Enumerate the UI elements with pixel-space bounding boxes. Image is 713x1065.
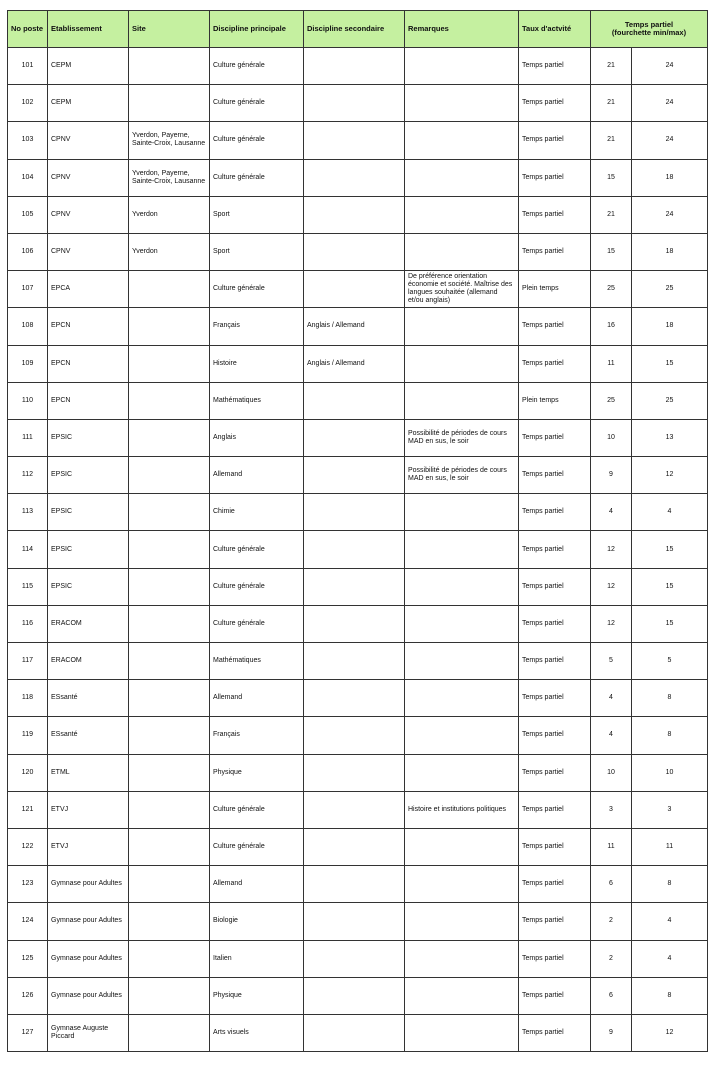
cell-discipline-principale: Culture générale bbox=[210, 85, 304, 122]
cell-site bbox=[129, 48, 210, 85]
cell-temps-min: 3 bbox=[591, 791, 632, 828]
cell-no-poste: 115 bbox=[8, 568, 48, 605]
header-temps-partiel-line1: Temps partiel bbox=[624, 20, 674, 29]
cell-discipline-principale: Allemand bbox=[210, 457, 304, 494]
cell-temps-min: 15 bbox=[591, 159, 632, 196]
table-row bbox=[8, 308, 708, 345]
cell-taux-activite: Temps partiel bbox=[519, 717, 591, 754]
cell-no-poste: 105 bbox=[8, 196, 48, 233]
cell-etablissement: ERACOM bbox=[48, 643, 129, 680]
cell-no-poste: 118 bbox=[8, 680, 48, 717]
cell-remarques bbox=[405, 977, 519, 1014]
cell-no-poste: 101 bbox=[8, 48, 48, 85]
cell-discipline-principale: Mathématiques bbox=[210, 382, 304, 419]
table-row bbox=[8, 754, 708, 791]
cell-temps-max: 8 bbox=[632, 977, 708, 1014]
cell-temps-min: 5 bbox=[591, 643, 632, 680]
cell-taux-activite: Temps partiel bbox=[519, 159, 591, 196]
table-row bbox=[8, 940, 708, 977]
cell-temps-min: 12 bbox=[591, 568, 632, 605]
table-row bbox=[8, 605, 708, 642]
cell-taux-activite: Temps partiel bbox=[519, 643, 591, 680]
cell-temps-max: 11 bbox=[632, 828, 708, 865]
cell-discipline-secondaire bbox=[304, 940, 405, 977]
cell-site bbox=[129, 866, 210, 903]
header-no-poste: No poste bbox=[8, 11, 48, 48]
cell-taux-activite: Temps partiel bbox=[519, 122, 591, 159]
job-postings-table bbox=[7, 10, 708, 1052]
cell-temps-max: 8 bbox=[632, 717, 708, 754]
header-discipline-principale: Discipline principale bbox=[210, 11, 304, 48]
cell-temps-max: 4 bbox=[632, 494, 708, 531]
cell-temps-max: 10 bbox=[632, 754, 708, 791]
cell-discipline-principale: Sport bbox=[210, 196, 304, 233]
table-row bbox=[8, 680, 708, 717]
cell-taux-activite: Temps partiel bbox=[519, 457, 591, 494]
table-row bbox=[8, 233, 708, 270]
cell-no-poste: 103 bbox=[8, 122, 48, 159]
cell-taux-activite: Temps partiel bbox=[519, 605, 591, 642]
cell-temps-min: 4 bbox=[591, 717, 632, 754]
cell-discipline-principale: Culture générale bbox=[210, 568, 304, 605]
cell-taux-activite: Temps partiel bbox=[519, 494, 591, 531]
cell-site bbox=[129, 643, 210, 680]
cell-discipline-principale: Allemand bbox=[210, 680, 304, 717]
cell-no-poste: 121 bbox=[8, 791, 48, 828]
cell-etablissement: ESsanté bbox=[48, 680, 129, 717]
cell-no-poste: 112 bbox=[8, 457, 48, 494]
cell-temps-max: 3 bbox=[632, 791, 708, 828]
cell-no-poste: 114 bbox=[8, 531, 48, 568]
cell-site: Yverdon bbox=[129, 196, 210, 233]
cell-discipline-secondaire bbox=[304, 457, 405, 494]
cell-site bbox=[129, 271, 210, 308]
header-taux-activite: Taux d'actvité bbox=[519, 11, 591, 48]
cell-discipline-secondaire bbox=[304, 48, 405, 85]
header-temps-partiel-line2: (fourchette min/max) bbox=[611, 28, 687, 37]
table-row bbox=[8, 828, 708, 865]
cell-discipline-secondaire bbox=[304, 605, 405, 642]
cell-discipline-secondaire: Anglais / Allemand bbox=[304, 308, 405, 345]
cell-temps-min: 21 bbox=[591, 48, 632, 85]
cell-discipline-secondaire bbox=[304, 754, 405, 791]
table-row bbox=[8, 48, 708, 85]
cell-taux-activite: Temps partiel bbox=[519, 754, 591, 791]
cell-temps-min: 12 bbox=[591, 531, 632, 568]
cell-temps-max: 15 bbox=[632, 531, 708, 568]
cell-taux-activite: Temps partiel bbox=[519, 977, 591, 1014]
cell-discipline-secondaire bbox=[304, 271, 405, 308]
table-row bbox=[8, 159, 708, 196]
cell-discipline-principale: Italien bbox=[210, 940, 304, 977]
cell-etablissement: Gymnase pour Adultes bbox=[48, 903, 129, 940]
cell-discipline-secondaire bbox=[304, 866, 405, 903]
cell-discipline-secondaire bbox=[304, 903, 405, 940]
header-etablissement: Etablissement bbox=[48, 11, 129, 48]
table-row bbox=[8, 1014, 708, 1051]
cell-site bbox=[129, 85, 210, 122]
cell-remarques bbox=[405, 903, 519, 940]
cell-discipline-secondaire bbox=[304, 159, 405, 196]
cell-site: Yverdon, Payerne, Sainte-Croix, Lausanne bbox=[129, 122, 210, 159]
cell-discipline-principale: Culture générale bbox=[210, 122, 304, 159]
cell-etablissement: CEPM bbox=[48, 85, 129, 122]
cell-temps-min: 21 bbox=[591, 196, 632, 233]
cell-temps-max: 12 bbox=[632, 1014, 708, 1051]
cell-discipline-secondaire bbox=[304, 419, 405, 456]
cell-no-poste: 116 bbox=[8, 605, 48, 642]
cell-taux-activite: Temps partiel bbox=[519, 233, 591, 270]
header-row bbox=[8, 11, 708, 48]
cell-temps-min: 11 bbox=[591, 828, 632, 865]
cell-temps-min: 25 bbox=[591, 382, 632, 419]
cell-temps-min: 15 bbox=[591, 233, 632, 270]
cell-discipline-principale: Culture générale bbox=[210, 531, 304, 568]
cell-no-poste: 110 bbox=[8, 382, 48, 419]
cell-no-poste: 113 bbox=[8, 494, 48, 531]
table-row bbox=[8, 122, 708, 159]
cell-remarques bbox=[405, 85, 519, 122]
cell-remarques bbox=[405, 494, 519, 531]
table-row bbox=[8, 531, 708, 568]
cell-site bbox=[129, 940, 210, 977]
cell-discipline-secondaire bbox=[304, 828, 405, 865]
cell-temps-min: 21 bbox=[591, 122, 632, 159]
cell-remarques bbox=[405, 308, 519, 345]
cell-site bbox=[129, 531, 210, 568]
cell-discipline-principale: Histoire bbox=[210, 345, 304, 382]
cell-etablissement: Gymnase pour Adultes bbox=[48, 866, 129, 903]
cell-discipline-secondaire bbox=[304, 531, 405, 568]
header-site: Site bbox=[129, 11, 210, 48]
table-row bbox=[8, 345, 708, 382]
cell-etablissement: CPNV bbox=[48, 159, 129, 196]
cell-taux-activite: Temps partiel bbox=[519, 308, 591, 345]
cell-discipline-secondaire bbox=[304, 233, 405, 270]
table-row bbox=[8, 85, 708, 122]
cell-temps-max: 18 bbox=[632, 308, 708, 345]
cell-etablissement: ERACOM bbox=[48, 605, 129, 642]
cell-site bbox=[129, 754, 210, 791]
table-row bbox=[8, 457, 708, 494]
cell-no-poste: 108 bbox=[8, 308, 48, 345]
cell-etablissement: ETVJ bbox=[48, 828, 129, 865]
cell-temps-max: 13 bbox=[632, 419, 708, 456]
cell-etablissement: Gymnase Auguste Piccard bbox=[48, 1014, 129, 1051]
table-row bbox=[8, 382, 708, 419]
cell-temps-max: 8 bbox=[632, 866, 708, 903]
header-discipline-secondaire: Discipline secondaire bbox=[304, 11, 405, 48]
cell-etablissement: EPSIC bbox=[48, 568, 129, 605]
cell-no-poste: 107 bbox=[8, 271, 48, 308]
cell-remarques bbox=[405, 48, 519, 85]
cell-temps-max: 24 bbox=[632, 196, 708, 233]
cell-no-poste: 122 bbox=[8, 828, 48, 865]
table-row bbox=[8, 494, 708, 531]
cell-temps-max: 18 bbox=[632, 159, 708, 196]
table-row bbox=[8, 643, 708, 680]
cell-remarques bbox=[405, 717, 519, 754]
cell-site bbox=[129, 828, 210, 865]
cell-site bbox=[129, 345, 210, 382]
cell-etablissement: EPCN bbox=[48, 382, 129, 419]
cell-remarques bbox=[405, 196, 519, 233]
cell-etablissement: EPSIC bbox=[48, 419, 129, 456]
cell-etablissement: CPNV bbox=[48, 196, 129, 233]
cell-temps-min: 2 bbox=[591, 903, 632, 940]
cell-remarques: De préférence orientation économie et société. Maîtrise des langues souhaitée (allemand et/ou anglais) bbox=[405, 271, 519, 308]
cell-temps-max: 18 bbox=[632, 233, 708, 270]
table-row bbox=[8, 866, 708, 903]
cell-remarques bbox=[405, 345, 519, 382]
cell-temps-min: 6 bbox=[591, 866, 632, 903]
cell-temps-min: 4 bbox=[591, 680, 632, 717]
cell-remarques: Possibilité de périodes de cours MAD en sus, le soir bbox=[405, 419, 519, 456]
cell-taux-activite: Temps partiel bbox=[519, 1014, 591, 1051]
cell-temps-max: 15 bbox=[632, 568, 708, 605]
cell-no-poste: 102 bbox=[8, 85, 48, 122]
cell-taux-activite: Temps partiel bbox=[519, 419, 591, 456]
cell-temps-min: 11 bbox=[591, 345, 632, 382]
cell-discipline-principale: Mathématiques bbox=[210, 643, 304, 680]
cell-temps-min: 12 bbox=[591, 605, 632, 642]
table-row bbox=[8, 419, 708, 456]
header-remarques: Remarques bbox=[405, 11, 519, 48]
cell-discipline-principale: Arts visuels bbox=[210, 1014, 304, 1051]
cell-discipline-secondaire: Anglais / Allemand bbox=[304, 345, 405, 382]
cell-temps-min: 9 bbox=[591, 457, 632, 494]
cell-remarques bbox=[405, 754, 519, 791]
cell-taux-activite: Temps partiel bbox=[519, 345, 591, 382]
cell-remarques bbox=[405, 940, 519, 977]
cell-remarques bbox=[405, 382, 519, 419]
cell-discipline-secondaire bbox=[304, 643, 405, 680]
cell-temps-max: 25 bbox=[632, 382, 708, 419]
cell-temps-min: 4 bbox=[591, 494, 632, 531]
cell-discipline-principale: Physique bbox=[210, 977, 304, 1014]
cell-temps-min: 10 bbox=[591, 419, 632, 456]
cell-temps-max: 25 bbox=[632, 271, 708, 308]
cell-discipline-principale: Physique bbox=[210, 754, 304, 791]
cell-temps-min: 6 bbox=[591, 977, 632, 1014]
cell-no-poste: 109 bbox=[8, 345, 48, 382]
cell-taux-activite: Temps partiel bbox=[519, 196, 591, 233]
cell-discipline-secondaire bbox=[304, 494, 405, 531]
cell-site bbox=[129, 680, 210, 717]
cell-remarques bbox=[405, 233, 519, 270]
cell-taux-activite: Temps partiel bbox=[519, 48, 591, 85]
cell-etablissement: EPSIC bbox=[48, 494, 129, 531]
cell-discipline-secondaire bbox=[304, 680, 405, 717]
cell-temps-min: 9 bbox=[591, 1014, 632, 1051]
cell-temps-max: 4 bbox=[632, 940, 708, 977]
cell-taux-activite: Temps partiel bbox=[519, 903, 591, 940]
cell-taux-activite: Temps partiel bbox=[519, 940, 591, 977]
cell-no-poste: 125 bbox=[8, 940, 48, 977]
cell-temps-min: 16 bbox=[591, 308, 632, 345]
cell-no-poste: 104 bbox=[8, 159, 48, 196]
cell-taux-activite: Temps partiel bbox=[519, 791, 591, 828]
cell-etablissement: EPSIC bbox=[48, 531, 129, 568]
cell-etablissement: EPCN bbox=[48, 308, 129, 345]
header-temps-partiel bbox=[591, 11, 708, 48]
cell-no-poste: 123 bbox=[8, 866, 48, 903]
cell-site bbox=[129, 977, 210, 1014]
cell-discipline-secondaire bbox=[304, 85, 405, 122]
cell-temps-max: 15 bbox=[632, 605, 708, 642]
table-row bbox=[8, 196, 708, 233]
cell-remarques bbox=[405, 568, 519, 605]
cell-site bbox=[129, 903, 210, 940]
table-row bbox=[8, 977, 708, 1014]
cell-remarques bbox=[405, 866, 519, 903]
cell-taux-activite: Temps partiel bbox=[519, 866, 591, 903]
table-row bbox=[8, 717, 708, 754]
cell-temps-min: 2 bbox=[591, 940, 632, 977]
cell-discipline-principale: Culture générale bbox=[210, 791, 304, 828]
cell-no-poste: 124 bbox=[8, 903, 48, 940]
cell-taux-activite: Plein temps bbox=[519, 382, 591, 419]
cell-temps-max: 4 bbox=[632, 903, 708, 940]
cell-taux-activite: Temps partiel bbox=[519, 85, 591, 122]
cell-site bbox=[129, 308, 210, 345]
cell-discipline-principale: Biologie bbox=[210, 903, 304, 940]
cell-temps-min: 10 bbox=[591, 754, 632, 791]
cell-discipline-secondaire bbox=[304, 977, 405, 1014]
cell-discipline-secondaire bbox=[304, 382, 405, 419]
cell-taux-activite: Temps partiel bbox=[519, 828, 591, 865]
cell-temps-max: 24 bbox=[632, 48, 708, 85]
cell-remarques bbox=[405, 680, 519, 717]
cell-etablissement: Gymnase pour Adultes bbox=[48, 977, 129, 1014]
cell-discipline-secondaire bbox=[304, 122, 405, 159]
cell-discipline-principale: Culture générale bbox=[210, 48, 304, 85]
cell-no-poste: 120 bbox=[8, 754, 48, 791]
table-row bbox=[8, 791, 708, 828]
cell-etablissement: EPSIC bbox=[48, 457, 129, 494]
cell-site bbox=[129, 605, 210, 642]
cell-remarques bbox=[405, 828, 519, 865]
table-row bbox=[8, 903, 708, 940]
cell-discipline-principale: Chimie bbox=[210, 494, 304, 531]
cell-site bbox=[129, 382, 210, 419]
cell-etablissement: Gymnase pour Adultes bbox=[48, 940, 129, 977]
cell-site: Yverdon bbox=[129, 233, 210, 270]
cell-taux-activite: Temps partiel bbox=[519, 568, 591, 605]
cell-remarques bbox=[405, 605, 519, 642]
cell-temps-max: 8 bbox=[632, 680, 708, 717]
cell-remarques bbox=[405, 531, 519, 568]
cell-remarques bbox=[405, 643, 519, 680]
table-row bbox=[8, 568, 708, 605]
cell-remarques: Possibilité de périodes de cours MAD en sus, le soir bbox=[405, 457, 519, 494]
cell-temps-max: 24 bbox=[632, 122, 708, 159]
cell-no-poste: 106 bbox=[8, 233, 48, 270]
cell-site bbox=[129, 1014, 210, 1051]
cell-site bbox=[129, 568, 210, 605]
cell-discipline-principale: Culture générale bbox=[210, 828, 304, 865]
cell-site: Yverdon, Payerne, Sainte-Croix, Lausanne bbox=[129, 159, 210, 196]
cell-discipline-secondaire bbox=[304, 568, 405, 605]
cell-etablissement: CPNV bbox=[48, 122, 129, 159]
cell-discipline-principale: Sport bbox=[210, 233, 304, 270]
cell-temps-min: 25 bbox=[591, 271, 632, 308]
cell-discipline-secondaire bbox=[304, 1014, 405, 1051]
cell-temps-max: 24 bbox=[632, 85, 708, 122]
cell-discipline-principale: Allemand bbox=[210, 866, 304, 903]
cell-site bbox=[129, 494, 210, 531]
cell-taux-activite: Plein temps bbox=[519, 271, 591, 308]
cell-temps-max: 12 bbox=[632, 457, 708, 494]
cell-site bbox=[129, 457, 210, 494]
cell-site bbox=[129, 717, 210, 754]
cell-remarques bbox=[405, 122, 519, 159]
cell-discipline-secondaire bbox=[304, 717, 405, 754]
cell-no-poste: 117 bbox=[8, 643, 48, 680]
cell-remarques bbox=[405, 159, 519, 196]
cell-no-poste: 111 bbox=[8, 419, 48, 456]
cell-etablissement: CPNV bbox=[48, 233, 129, 270]
table-row bbox=[8, 271, 708, 308]
cell-temps-min: 21 bbox=[591, 85, 632, 122]
cell-temps-max: 15 bbox=[632, 345, 708, 382]
cell-discipline-secondaire bbox=[304, 791, 405, 828]
cell-etablissement: EPCN bbox=[48, 345, 129, 382]
cell-site bbox=[129, 791, 210, 828]
cell-no-poste: 119 bbox=[8, 717, 48, 754]
cell-etablissement: CEPM bbox=[48, 48, 129, 85]
cell-etablissement: ETVJ bbox=[48, 791, 129, 828]
cell-temps-max: 5 bbox=[632, 643, 708, 680]
cell-site bbox=[129, 419, 210, 456]
cell-remarques: Histoire et institutions politiques bbox=[405, 791, 519, 828]
cell-no-poste: 126 bbox=[8, 977, 48, 1014]
cell-discipline-principale: Français bbox=[210, 308, 304, 345]
cell-remarques bbox=[405, 1014, 519, 1051]
cell-discipline-secondaire bbox=[304, 196, 405, 233]
cell-discipline-principale: Français bbox=[210, 717, 304, 754]
cell-taux-activite: Temps partiel bbox=[519, 531, 591, 568]
cell-taux-activite: Temps partiel bbox=[519, 680, 591, 717]
cell-discipline-principale: Culture générale bbox=[210, 271, 304, 308]
cell-etablissement: ETML bbox=[48, 754, 129, 791]
cell-discipline-principale: Culture générale bbox=[210, 605, 304, 642]
cell-discipline-principale: Anglais bbox=[210, 419, 304, 456]
cell-discipline-principale: Culture générale bbox=[210, 159, 304, 196]
cell-no-poste: 127 bbox=[8, 1014, 48, 1051]
cell-etablissement: ESsanté bbox=[48, 717, 129, 754]
cell-etablissement: EPCA bbox=[48, 271, 129, 308]
